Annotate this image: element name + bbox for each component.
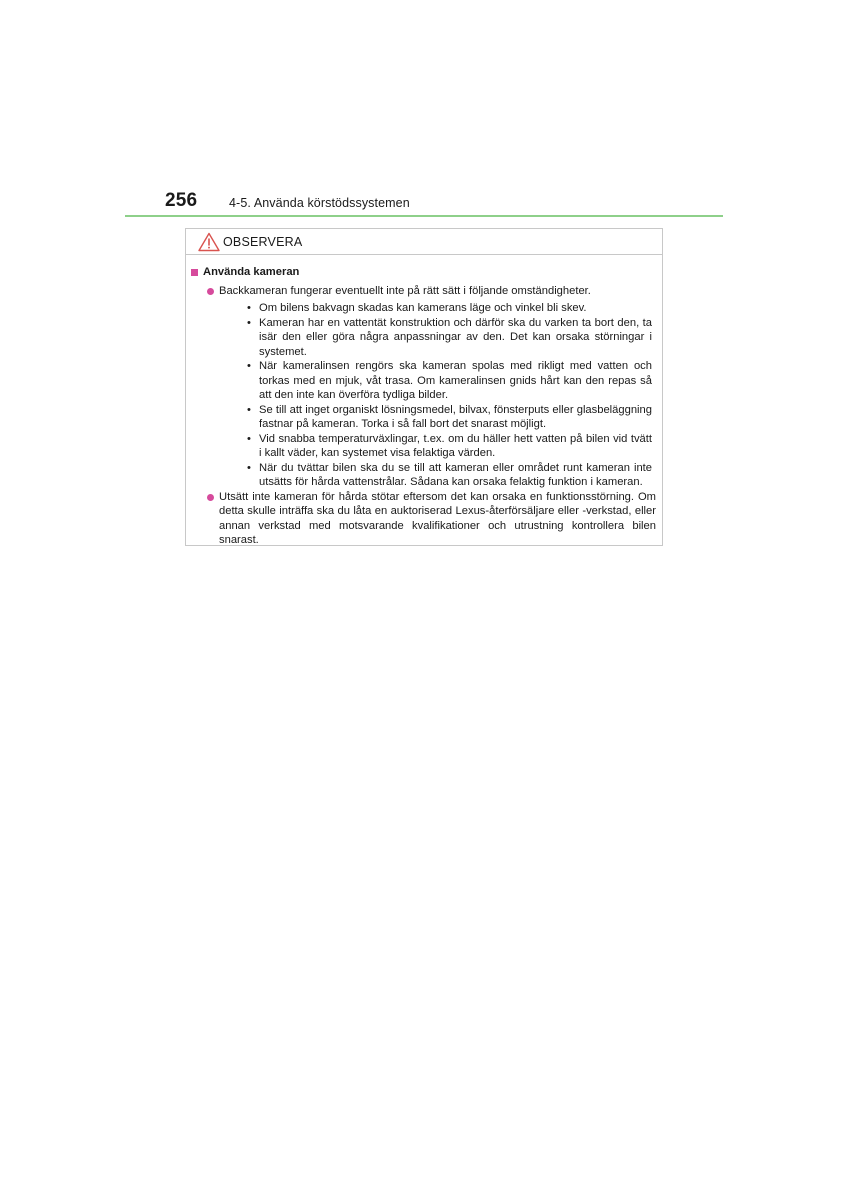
sub-heading: Använda kameran [203,266,300,278]
circle-bullet-icon [207,494,214,501]
list-item: • Om bilens bakvagn skadas kan kamerans läge och vinkel bli skev. [247,302,587,314]
caution-item [191,490,656,548]
caution-item-text: Utsätt inte kameran för hårda stötar eftersom det kan orsaka en funktionsstörning. Om detta skulle inträffa ska du låta en auktoriserad Lexus-återförsäljare eller -verkstad, eller annan verkstad med motsvarande kvalifikationer och utrustning kontrollera bilen snarast. [219,490,656,546]
caution-body [186,255,662,548]
caution-label: OBSERVERA [223,234,303,249]
list-item: • Se till att inget organiskt lösningsmedel, bilvax, fönsterputs eller glasbeläggning fastnar på kameran. Torka i så fall bort det snarast möjligt. [247,403,652,430]
caution-item [191,284,656,490]
section-title: 4-5. Använda körstödssystemen [229,196,410,210]
caution-header [186,229,662,255]
caution-item-text: Backkameran fungerar eventuellt inte på rätt sätt i följande omständigheter. [219,284,591,297]
list-item: • När du tvättar bilen ska du se till att kameran eller området runt kameran inte utsätts för hårda vattenstrålar. Sådana kan orsaka felaktig funktion i kameran. [247,461,652,488]
sub-heading-row [191,265,656,280]
circle-bullet-icon [207,288,214,295]
page-number: 256 [165,190,198,211]
caution-box [185,228,663,546]
bullet-list [219,301,656,490]
warning-triangle-icon [198,232,220,252]
list-item: • När kameralinsen rengörs ska kameran spolas med rikligt med vatten och torkas med en mjuk, våt trasa. Om kameralinsen gnids hårt kan den repas så att den inte kan överföra tydliga bilder. [247,360,652,401]
list-item: • Kameran har en vattentät konstruktion och därför ska du varken ta bort den, ta isär den eller göra några anpassningar av den. Det kan orsaka störningar i systemet. [247,316,652,358]
header-divider [125,215,723,217]
square-bullet-icon [191,269,198,276]
list-item: • Vid snabba temperaturväxlingar, t.ex. om du häller hett vatten på bilen vid tvätt i kallt väder, kan systemet visa felaktiga värden. [247,432,652,459]
